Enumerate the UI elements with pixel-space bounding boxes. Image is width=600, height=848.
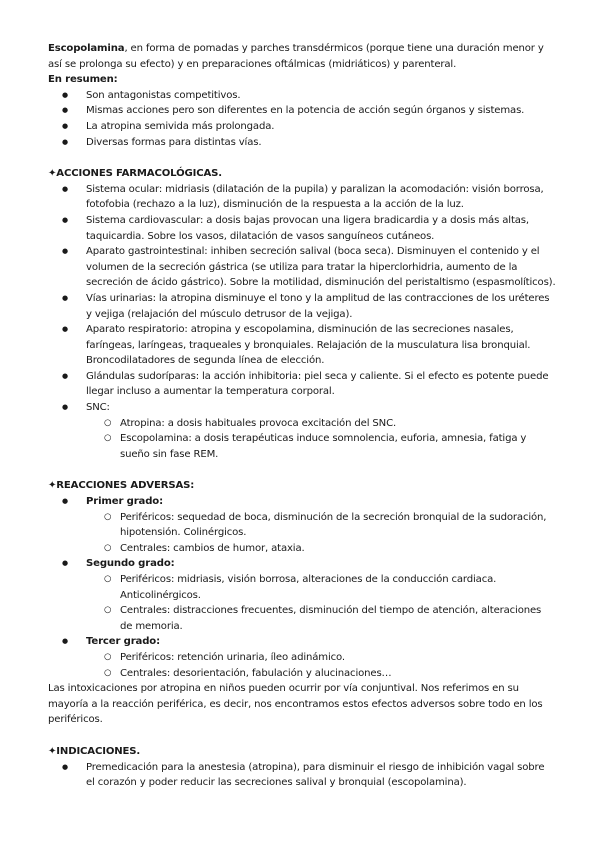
sublist-item: ○ Periféricos: sequedad de boca, disminución de la secreción bronquial de la sudoración, hipotensión. Colinérgicos. [48,510,556,541]
grade-label: Primer grado: [86,496,163,508]
grade-sublist [86,572,556,634]
grade-item [48,494,556,556]
list-item: ● La atropina semivida más prolongada. [48,119,556,135]
section-acciones [48,166,556,462]
indicaciones-list [48,760,556,791]
snc-label: SNC: [86,402,110,414]
sublist-item: ○ Centrales: cambios de humor, ataxia. [48,541,556,557]
list-item: ● Aparato respiratorio: atropina y escopolamina, disminución de las secreciones nasales, faríngeas, laríngeas, traqueales y bronquiales. Relajación de la musculatura lisa bronquial. Broncodilatadores de segunda línea de elección. [48,322,556,369]
list-item: ● Vías urinarias: la atropina disminuye el tono y la amplitud de las contracciones de los uréteres y vejiga (relajación del músculo detrusor de la vejiga). [48,291,556,322]
section-title: ✦REACCIONES ADVERSAS: [48,480,195,492]
section-title: ✦ACCIONES FARMACOLÓGICAS. [48,168,222,180]
acciones-list [48,182,556,463]
snc-sublist [86,416,556,463]
grade-label: Tercer grado: [86,636,160,648]
list-item: ● Diversas formas para distintas vías. [48,135,556,151]
sublist-item: ○ Periféricos: midriasis, visión borrosa, alteraciones de la conducción cardiaca. Anticolinérgicos. [48,572,556,603]
summary-list [48,88,556,150]
sublist-item: ○ Atropina: a dosis habituales provoca excitación del SNC. [48,416,556,432]
grade-item [48,634,556,681]
section-reacciones [48,478,556,728]
list-item: ● Premedicación para la anestesia (atropina), para disminuir el riesgo de inhibición vagal sobre el corazón y poder reducir las secreciones salival y bronquial (escopolamina). [48,760,556,791]
reacciones-note: Las intoxicaciones por atropina en niños pueden ocurrir por vía conjuntival. Nos referimos en su mayoría a la reacción periférica, es decir, nos encontramos estos efectos adversos sobre todo en los periféricos. [48,683,543,726]
sublist-item: ○ Centrales: desorientación, fabulación y alucinaciones… [48,666,556,682]
list-item: ● Aparato gastrointestinal: inhiben secreción salival (boca seca). Disminuyen el contenido y el volumen de la secreción gástrica (se utiliza para tratar la hiperclorhidria, aumento de la secreción de ácido gástrico). Sobre la motilidad, disminución del peristaltismo (espasmolíticos). [48,244,556,291]
intro-lead-bold: Escopolamina [48,43,125,54]
document-page [48,41,556,791]
list-item: ● Sistema ocular: midriasis (dilatación de la pupila) y paralizan la acomodación: visión borrosa, fotofobia (rechazo a la luz), disminución de la respuesta a la acción de la luz. [48,182,556,213]
section-indicaciones [48,744,556,791]
list-item: ● Sistema cardiovascular: a dosis bajas provocan una ligera bradicardia y a dosis más altas, taquicardia. Sobre los vasos, dilatación de vasos sanguíneos cutáneos. [48,213,556,244]
grade-item [48,556,556,634]
grade-sublist [86,650,556,681]
sublist-item: ○ Periféricos: retención urinaria, íleo adinámico. [48,650,556,666]
sublist-item: ○ Escopolamina: a dosis terapéuticas induce somnolencia, euforia, amnesia, fatiga y sueño sin fase REM. [48,431,556,462]
list-item: ● Glándulas sudoríparas: la acción inhibitoria: piel seca y caliente. Si el efecto es potente puede llegar incluso a aumentar la temperatura corporal. [48,369,556,400]
list-item: ● Mismas acciones pero son diferentes en la potencia de acción según órganos y sistemas. [48,103,556,119]
intro-lead-text: , en forma de pomadas y parches transdérmicos (porque tiene una duración menor y así se prolonga su efecto) y en preparaciones oftálmicas (midriáticos) y parenteral. [48,43,544,70]
summary-label: En resumen: [48,74,118,86]
grade-sublist [86,510,556,557]
list-item-snc [48,400,556,462]
grade-label: Segundo grado: [86,558,175,570]
grades-list [48,494,556,681]
intro-paragraph [48,41,556,72]
section-title: ✦INDICACIONES. [48,745,141,757]
sublist-item: ○ Centrales: distracciones frecuentes, disminución del tiempo de atención, alteraciones de memoria. [48,603,556,634]
list-item: ● Son antagonistas competitivos. [48,88,556,104]
